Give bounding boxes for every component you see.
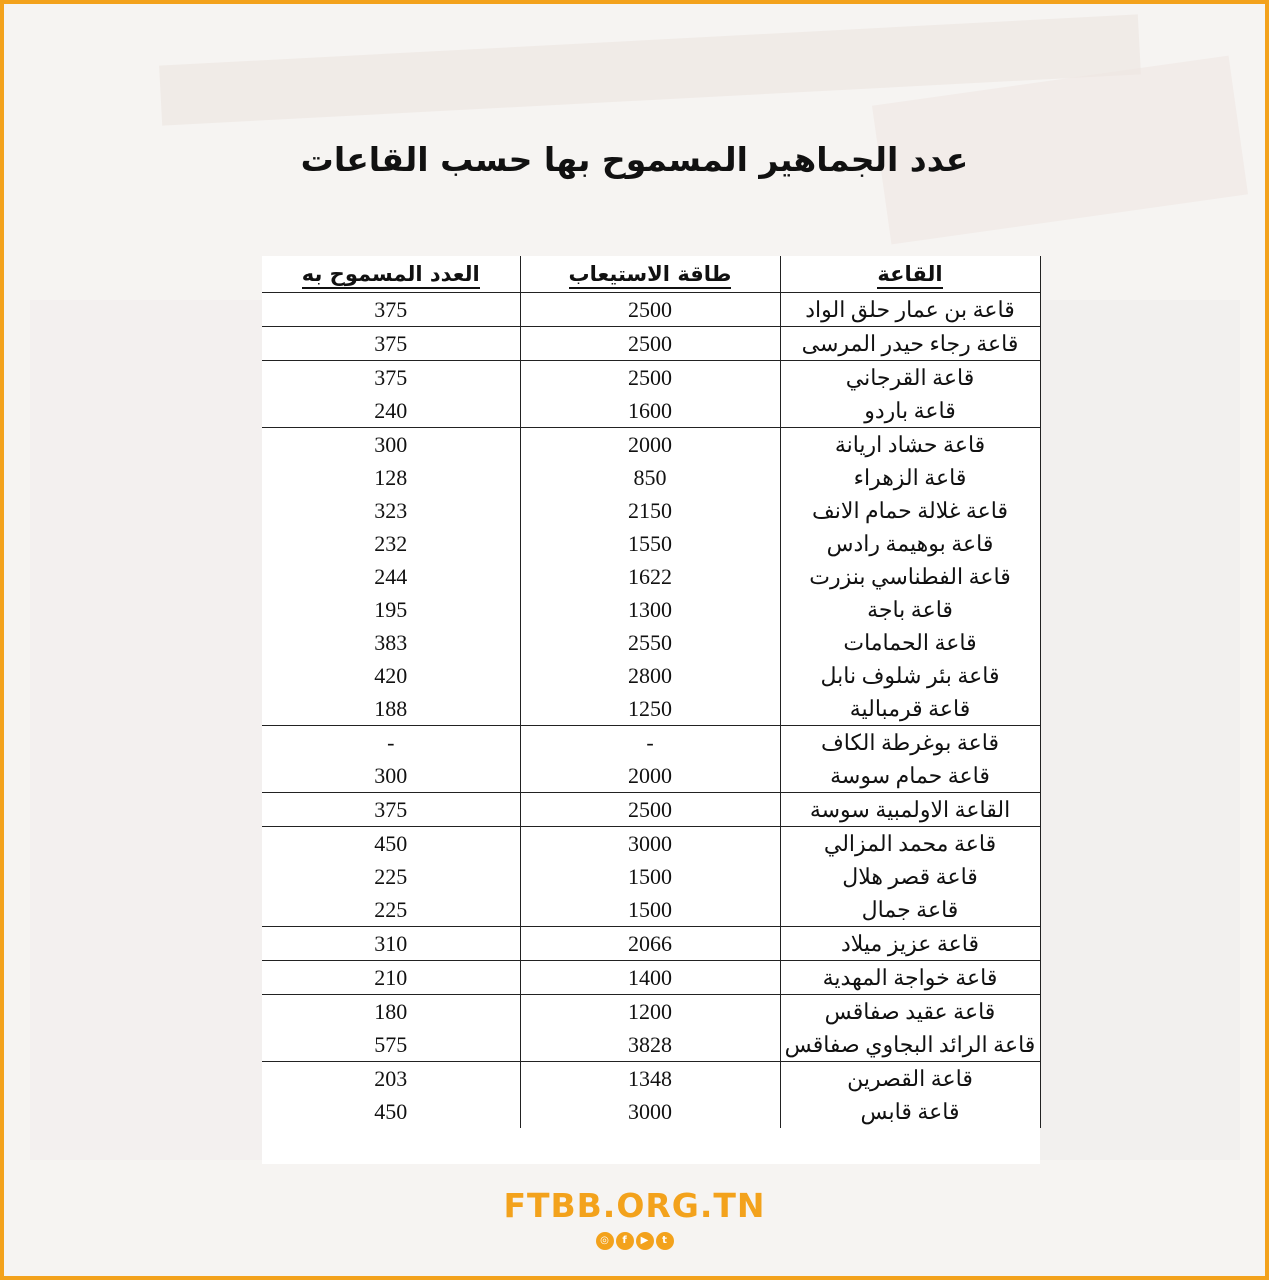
facebook-icon[interactable]: f [616,1232,634,1250]
capacity-cell: 1600 [520,394,780,428]
table-row [262,626,1040,659]
allowed-cell: 240 [262,394,520,428]
allowed-cell: 375 [262,327,520,361]
header-capacity: طاقة الاستيعاب [520,256,780,293]
capacity-cell: 3828 [520,1028,780,1062]
capacity-table-sheet [262,256,1040,1164]
table-row [262,659,1040,692]
table-row [262,361,1040,395]
table-row [262,494,1040,527]
hall-name-cell: قاعة غلالة حمام الانف [780,494,1040,527]
capacity-cell: 850 [520,461,780,494]
capacity-cell: 1300 [520,593,780,626]
table-row [262,560,1040,593]
hall-name-cell: قاعة محمد المزالي [780,827,1040,861]
capacity-cell: - [520,726,780,760]
capacity-cell: 2066 [520,927,780,961]
allowed-cell: 232 [262,527,520,560]
hall-name-cell: قاعة خواجة المهدية [780,961,1040,995]
hall-name-cell: قاعة الزهراء [780,461,1040,494]
allowed-cell: 128 [262,461,520,494]
table-row [262,394,1040,428]
table-header-row [262,256,1040,293]
allowed-cell: 300 [262,759,520,793]
capacity-cell: 1348 [520,1062,780,1096]
table-row [262,759,1040,793]
page-title: عدد الجماهير المسموح بها حسب القاعات [300,140,969,179]
capacity-cell: 2000 [520,428,780,462]
allowed-cell: 180 [262,995,520,1029]
table-row [262,726,1040,760]
allowed-cell: 450 [262,1095,520,1128]
hall-name-cell: قاعة الرائد البجاوي صفاقس [780,1028,1040,1062]
hall-name-cell: قاعة جمال [780,893,1040,927]
allowed-cell: 203 [262,1062,520,1096]
capacity-cell: 1250 [520,692,780,726]
capacity-cell: 3000 [520,827,780,861]
table-row [262,995,1040,1029]
allowed-cell: 420 [262,659,520,692]
hall-name-cell: قاعة قرمبالية [780,692,1040,726]
table-row [262,1062,1040,1096]
allowed-cell: 300 [262,428,520,462]
allowed-cell: 225 [262,893,520,927]
allowed-cell: 195 [262,593,520,626]
table-row [262,327,1040,361]
capacity-cell: 2500 [520,293,780,327]
hall-name-cell: قاعة القرجاني [780,361,1040,395]
capacity-cell: 3000 [520,1095,780,1128]
allowed-cell: 375 [262,361,520,395]
table-row [262,1028,1040,1062]
capacity-cell: 1500 [520,893,780,927]
hall-name-cell: قاعة عقيد صفاقس [780,995,1040,1029]
hall-name-cell: قاعة القصرين [780,1062,1040,1096]
allowed-cell: 450 [262,827,520,861]
table-row [262,593,1040,626]
table-row [262,860,1040,893]
capacity-table [262,256,1041,1128]
header-hall: القاعة [780,256,1040,293]
table-row [262,827,1040,861]
capacity-cell: 1500 [520,860,780,893]
hall-name-cell: قاعة حشاد اريانة [780,428,1040,462]
allowed-cell: 244 [262,560,520,593]
youtube-icon[interactable]: ▶ [636,1232,654,1250]
hall-name-cell: قاعة بئر شلوف نابل [780,659,1040,692]
capacity-cell: 1550 [520,527,780,560]
capacity-cell: 1400 [520,961,780,995]
social-icons [0,1228,1269,1250]
capacity-cell: 2000 [520,759,780,793]
background-decoration [1040,300,1240,1160]
allowed-cell: 323 [262,494,520,527]
capacity-cell: 2500 [520,793,780,827]
table-row [262,927,1040,961]
hall-name-cell: قاعة عزيز ميلاد [780,927,1040,961]
hall-name-cell: قاعة الفطناسي بنزرت [780,560,1040,593]
hall-name-cell: قاعة بن عمار حلق الواد [780,293,1040,327]
table-row [262,793,1040,827]
allowed-cell: 383 [262,626,520,659]
capacity-cell: 1622 [520,560,780,593]
allowed-cell: 375 [262,293,520,327]
allowed-cell: 210 [262,961,520,995]
hall-name-cell: قاعة رجاء حيدر المرسى [780,327,1040,361]
ftbb-logo: FTBB.ORG.TN [503,1186,766,1225]
allowed-cell: 575 [262,1028,520,1062]
table-row [262,692,1040,726]
table-row [262,293,1040,327]
twitter-icon[interactable]: t [656,1232,674,1250]
hall-name-cell: قاعة باجة [780,593,1040,626]
capacity-cell: 2500 [520,361,780,395]
table-row [262,527,1040,560]
table-row [262,1095,1040,1128]
capacity-cell: 2800 [520,659,780,692]
header-allowed: العدد المسموح به [262,256,520,293]
table-row [262,893,1040,927]
capacity-cell: 2150 [520,494,780,527]
background-decoration [30,300,262,1160]
allowed-cell: 188 [262,692,520,726]
allowed-cell: 310 [262,927,520,961]
allowed-cell: 225 [262,860,520,893]
table-row [262,428,1040,462]
table-row [262,961,1040,995]
allowed-cell: 375 [262,793,520,827]
capacity-cell: 2550 [520,626,780,659]
hall-name-cell: قاعة بوهيمة رادس [780,527,1040,560]
hall-name-cell: قاعة باردو [780,394,1040,428]
capacity-cell: 2500 [520,327,780,361]
hall-name-cell: القاعة الاولمبية سوسة [780,793,1040,827]
hall-name-cell: قاعة بوغرطة الكاف [780,726,1040,760]
hall-name-cell: قاعة حمام سوسة [780,759,1040,793]
hall-name-cell: قاعة قابس [780,1095,1040,1128]
hall-name-cell: قاعة الحمامات [780,626,1040,659]
instagram-icon[interactable]: ◎ [596,1232,614,1250]
allowed-cell: - [262,726,520,760]
capacity-cell: 1200 [520,995,780,1029]
hall-name-cell: قاعة قصر هلال [780,860,1040,893]
table-row [262,461,1040,494]
